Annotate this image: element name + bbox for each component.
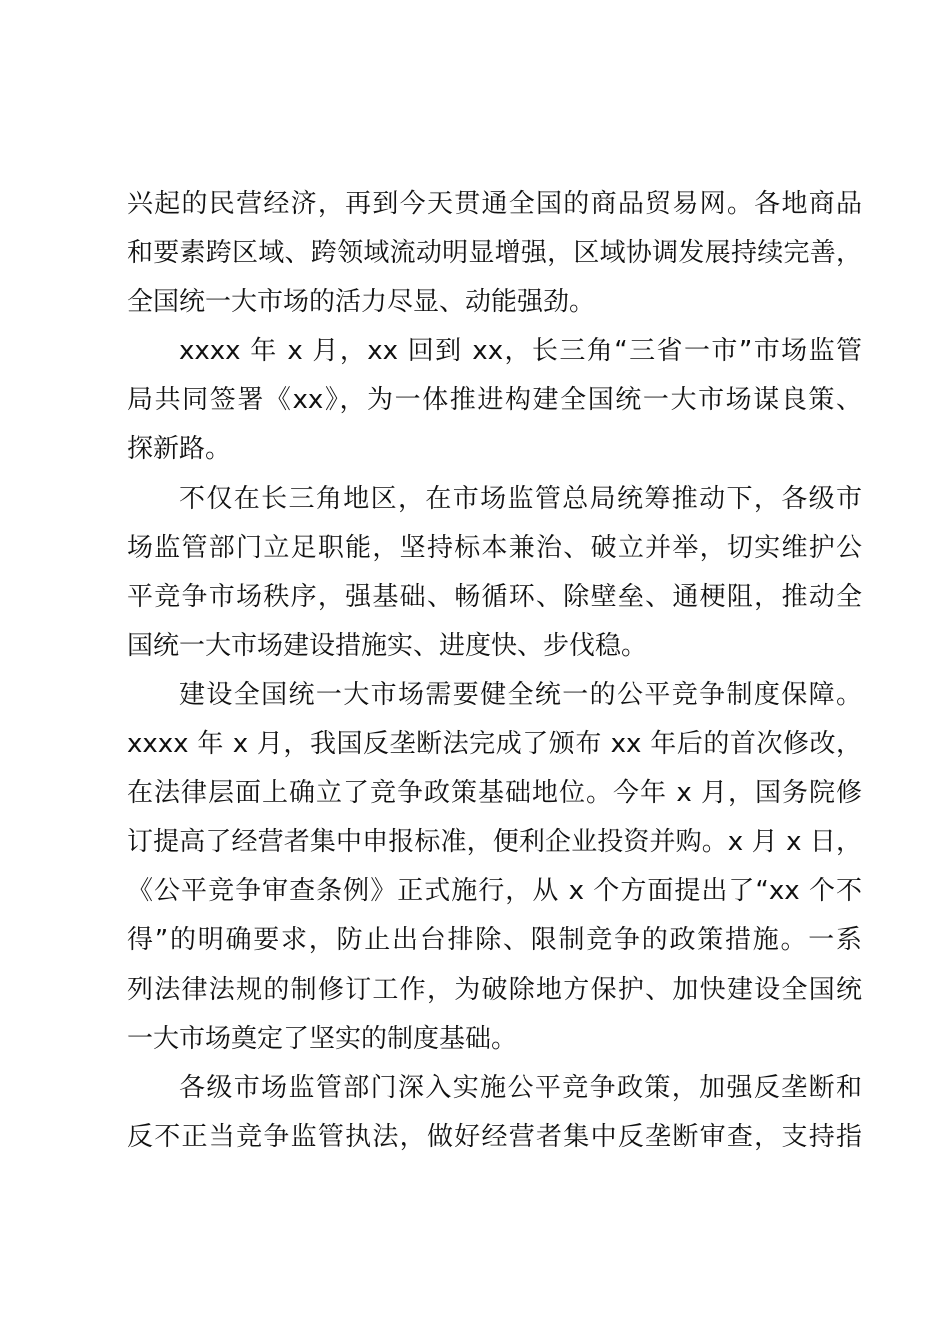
paragraph-4-line-7: 列法律法规的制修订工作，为破除地方保护、加快建设全国统 <box>127 974 862 1005</box>
paragraph-4-line-6: 得”的明确要求，防止出台排除、限制竞争的政策措施。一系 <box>127 925 862 956</box>
paragraph-4-line-8: 一大市场奠定了坚实的制度基础。 <box>127 1023 518 1054</box>
document-body <box>127 180 862 1162</box>
paragraph-1-line-1: 兴起的民营经济，再到今天贯通全国的商品贸易网。各地商品 <box>127 189 862 219</box>
paragraph-4-line-1: 建设全国统一大市场需要健全统一的公平竞争制度保障。 <box>179 679 862 710</box>
paragraph-4-line-5: 《公平竞争审查条例》正式施行，从 x 个方面提出了“xx 个不 <box>127 876 862 907</box>
paragraph-5-line-2: 反不正当竞争监管执法，做好经营者集中反垄断审查，支持指 <box>127 1121 862 1152</box>
paragraph-5-line-1: 各级市场监管部门深入实施公平竞争政策，加强反垄断和 <box>179 1072 862 1103</box>
paragraph-2-line-1: xxxx 年 x 月，xx 回到 xx，长三角“三省一市”市场监管 <box>179 336 862 367</box>
paragraph-3-line-3: 平竞争市场秩序，强基础、畅循环、除壁垒、通梗阻，推动全 <box>127 581 862 612</box>
paragraph-2-line-2: 局共同签署《xx》，为一体推进构建全国统一大市场谋良策、 <box>127 385 862 416</box>
paragraph-4-line-2: xxxx 年 x 月，我国反垄断法完成了颁布 xx 年后的首次修改， <box>127 729 862 760</box>
paragraph-3-line-1: 不仅在长三角地区，在市场监管总局统筹推动下，各级市 <box>179 483 862 514</box>
paragraph-2-line-3: 探新路。 <box>127 434 232 465</box>
paragraph-4-line-4: 订提高了经营者集中申报标准，便利企业投资并购。x 月 x 日， <box>127 827 862 858</box>
paragraph-4-line-3: 在法律层面上确立了竞争政策基础地位。今年 x 月，国务院修 <box>127 778 862 809</box>
paragraph-3-line-2: 场监管部门立足职能，坚持标本兼治、破立并举，切实维护公 <box>127 532 862 563</box>
paragraph-1-line-3: 全国统一大市场的活力尽显、动能强劲。 <box>127 287 596 318</box>
paragraph-1-line-2: 和要素跨区域、跨领域流动明显增强，区域协调发展持续完善， <box>127 238 862 269</box>
paragraph-3-line-4: 国统一大市场建设措施实、进度快、步伐稳。 <box>127 630 648 661</box>
